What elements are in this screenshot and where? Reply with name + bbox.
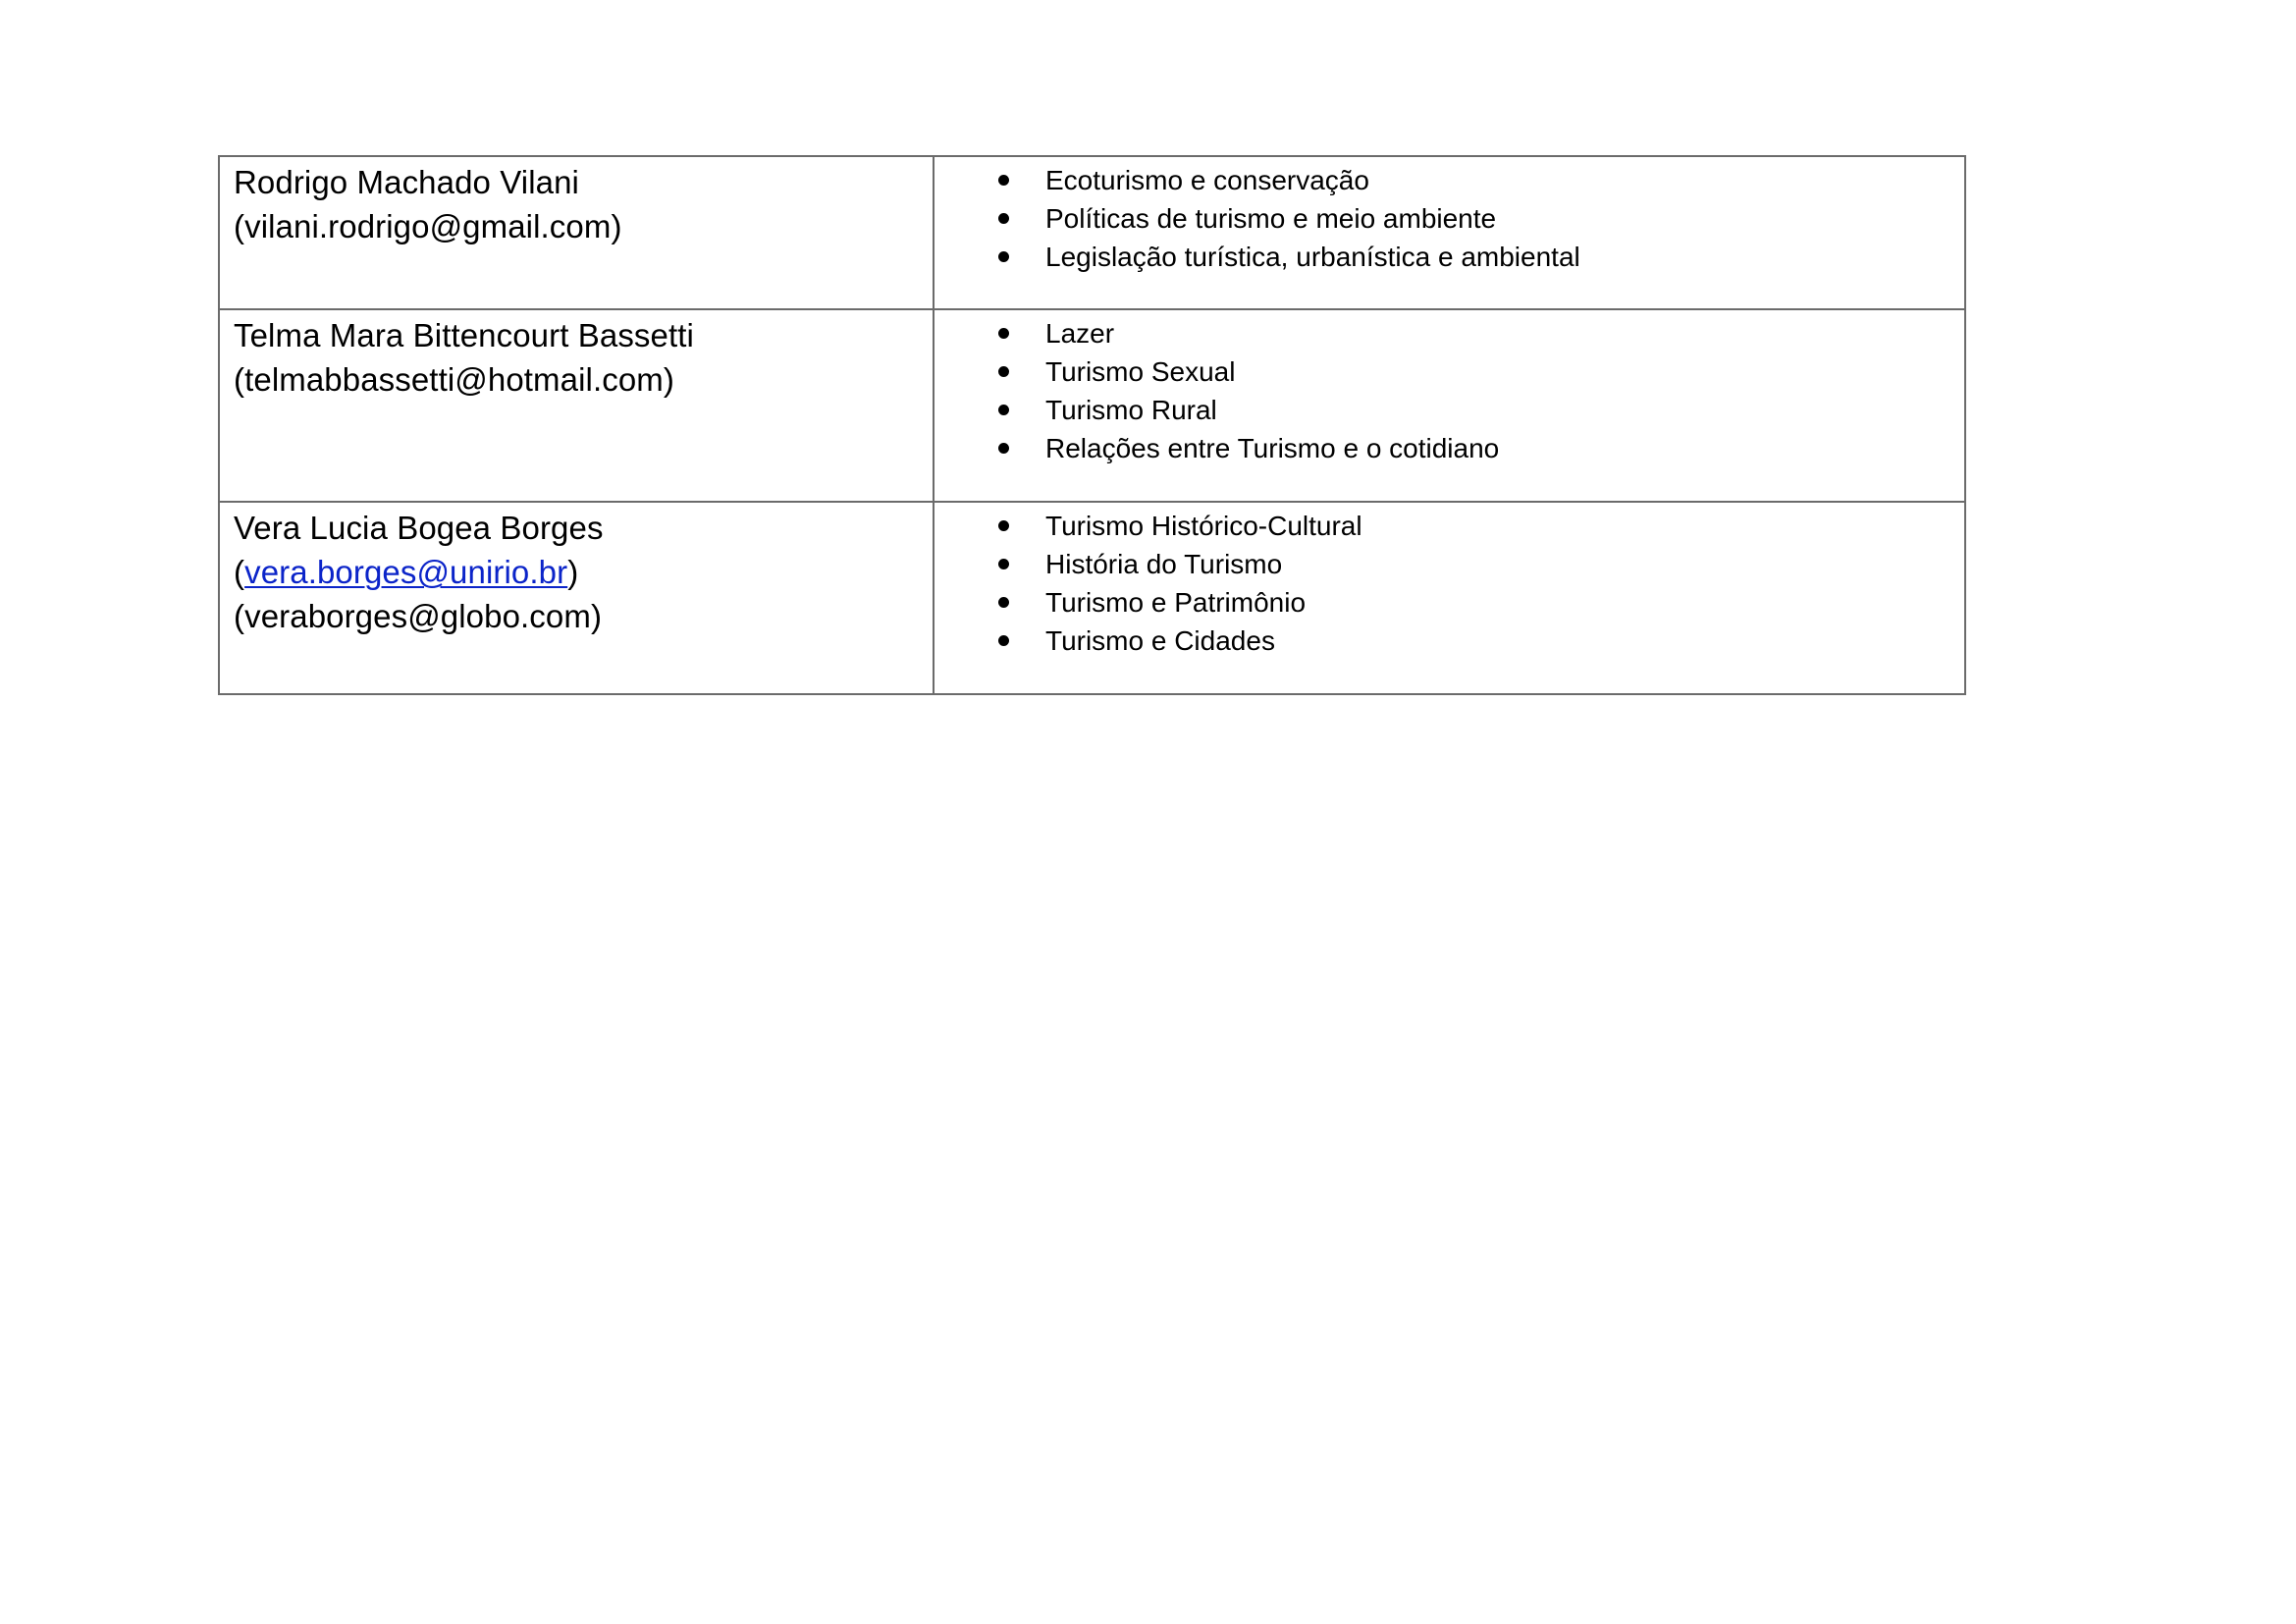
list-item: [934, 545, 1964, 583]
topics-list: [934, 503, 1964, 660]
topic-text: História do Turismo: [1045, 549, 1283, 579]
expert-cell: [219, 156, 934, 309]
paren-close: ): [611, 208, 622, 244]
bullet-icon: [998, 520, 1009, 531]
topics-cell: [934, 156, 1965, 309]
list-item: [934, 314, 1964, 352]
topic-text: Legislação turística, urbanística e ambiental: [1045, 242, 1580, 272]
bullet-icon: [998, 597, 1009, 608]
expert-email-line: [234, 550, 919, 594]
experts-table: [218, 155, 1966, 695]
topic-text: Turismo Histórico-Cultural: [1045, 511, 1362, 541]
expert-email-line: [234, 204, 919, 248]
bullet-icon: [998, 443, 1009, 454]
list-item: [934, 391, 1964, 429]
topics-list: [934, 310, 1964, 467]
bullet-icon: [998, 175, 1009, 186]
topic-text: Lazer: [1045, 318, 1115, 349]
expert-name: Telma Mara Bittencourt Bassetti: [234, 317, 694, 353]
list-item: [934, 429, 1964, 467]
paren-open: (: [234, 208, 245, 244]
expert-cell: [219, 502, 934, 694]
expert-email-line: [234, 594, 919, 638]
bullet-icon: [998, 251, 1009, 262]
list-item: [934, 352, 1964, 391]
paren-open: (: [234, 361, 245, 398]
paren-close: ): [567, 554, 579, 590]
table-row: [219, 156, 1965, 309]
topic-text: Turismo Rural: [1045, 395, 1217, 425]
bullet-icon: [998, 328, 1009, 339]
topic-text: Relações entre Turismo e o cotidiano: [1045, 433, 1500, 463]
expert-cell: [219, 309, 934, 502]
paren-close: ): [663, 361, 674, 398]
topics-cell: [934, 309, 1965, 502]
list-item: [934, 583, 1964, 622]
topic-text: Ecoturismo e conservação: [1045, 165, 1369, 195]
bullet-icon: [998, 366, 1009, 377]
list-item: [934, 238, 1964, 276]
paren-open: (: [234, 598, 245, 634]
bullet-icon: [998, 559, 1009, 569]
paren-open: (: [234, 554, 245, 590]
table-row: [219, 309, 1965, 502]
expert-email-link[interactable]: vera.borges@unirio.br: [244, 554, 568, 590]
table-row: [219, 502, 1965, 694]
topic-text: Turismo Sexual: [1045, 356, 1236, 387]
list-item: [934, 199, 1964, 238]
bullet-icon: [998, 213, 1009, 224]
list-item: [934, 622, 1964, 660]
expert-name: Vera Lucia Bogea Borges: [234, 510, 604, 546]
expert-name: Rodrigo Machado Vilani: [234, 164, 579, 200]
list-item: [934, 507, 1964, 545]
expert-email: veraborges@globo.com: [244, 598, 591, 634]
topics-list: [934, 157, 1964, 276]
bullet-icon: [998, 405, 1009, 415]
expert-email: telmabbassetti@hotmail.com: [244, 361, 664, 398]
list-item: [934, 161, 1964, 199]
paren-close: ): [590, 598, 603, 634]
topic-text: Políticas de turismo e meio ambiente: [1045, 203, 1497, 234]
topic-text: Turismo e Patrimônio: [1045, 587, 1307, 618]
topics-cell: [934, 502, 1965, 694]
bullet-icon: [998, 635, 1009, 646]
expert-email: vilani.rodrigo@gmail.com: [244, 208, 612, 244]
topic-text: Turismo e Cidades: [1045, 625, 1275, 656]
expert-email-line: [234, 357, 919, 402]
